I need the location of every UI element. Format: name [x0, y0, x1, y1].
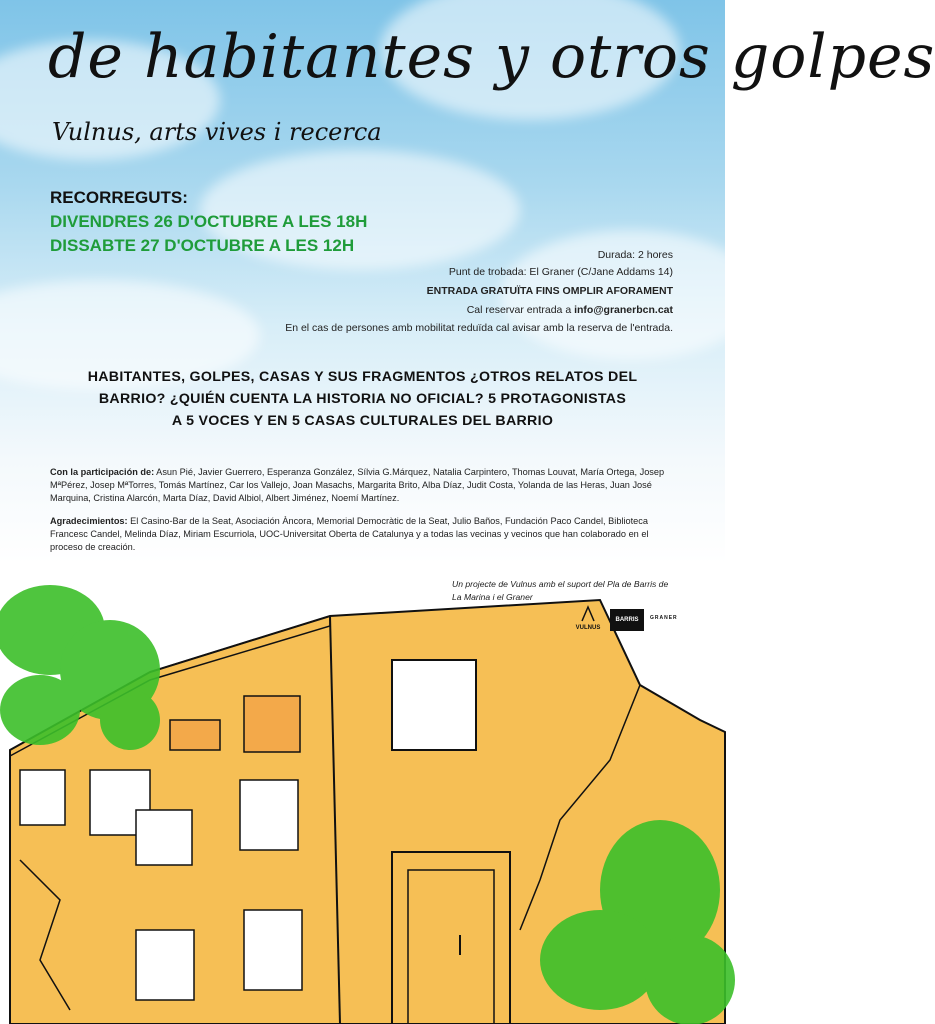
graner-logo: GRANER [650, 615, 678, 621]
window [392, 660, 476, 750]
reservation-email[interactable]: info@granerbcn.cat [574, 304, 673, 316]
acknowledgements-paragraph [50, 515, 680, 554]
reservation-prefix: Cal reservar entrada a [466, 304, 575, 316]
headline [60, 366, 665, 432]
acknowledgements-label: Agradecimientos: [50, 516, 128, 526]
mobility-note: En el cas de persones amb mobilitat reduïda cal avisar amb la reserva de l'entrada. [285, 322, 673, 334]
headline-line: BARRIO? ¿QUIÉN CUENTA LA HISTORIA NO OFICIAL? 5 PROTAGONISTAS [98, 391, 627, 407]
window [244, 910, 302, 990]
recorreguts-label: RECORREGUTS: [50, 188, 188, 207]
participants-label: Con la participación de: [50, 467, 155, 477]
meeting-point-text: Punt de trobada: El Graner (C/Jane Addams 14) [448, 266, 673, 278]
window [240, 780, 298, 850]
participants-paragraph [50, 466, 680, 505]
window [20, 770, 65, 825]
window [136, 930, 194, 1000]
window [244, 696, 300, 752]
acknowledgements-list: El Casino-Bar de la Seat, Asociación Àncora, Memorial Democràtic de la Seat, Julio Baños, Fundación Paco Candel, Biblioteca Francesc Candel, Melinda Díaz, Miriam Escurriola, UOC-Universitat Oberta de Catalunya y a todas las vecinas y vecinos que han colaborado en el proceso de creación. [50, 516, 649, 552]
headline-line: A 5 VOCES Y EN 5 CASAS CULTURALES DEL BARRIO [171, 413, 554, 429]
poster-subtitle: Vulnus, arts vives i recerca [52, 118, 382, 146]
poster-title: de habitantes y otros golpes [48, 22, 935, 92]
date-line: DIVENDRES 26 D'OCTUBRE A LES 18H [50, 212, 368, 231]
window [136, 810, 192, 865]
support-credit: Un projecte de Vulnus amb el suport del Pla de Barris de La Marina i el Graner [452, 579, 669, 602]
window [170, 720, 220, 750]
free-entry-text: ENTRADA GRATUÏTA FINS OMPLIR AFORAMENT [426, 285, 673, 297]
reservation-text [467, 304, 673, 316]
headline-line: HABITANTES, GOLPES, CASAS Y SUS FRAGMENTOS ¿OTROS RELATOS DEL [87, 369, 638, 385]
participants-list: Asun Pié, Javier Guerrero, Esperanza González, Sílvia G.Márquez, Natalia Carpintero, Thomas Louvat, María Ortega, Josep MªPérez, Josep MªTorres, Tomás Martínez, Car los Vallejo, Joan Masachs, Margarita Brito, Alba Díaz, Judit Costa, Yolanda de las Heras, Juan José Marquina, Cristina Alarcón, Marta Díaz, David Albiol, Albert Jiménez, Noemí Martínez. [50, 467, 665, 503]
date-line: DISSABTE 27 D'OCTUBRE A LES 12H [50, 236, 355, 255]
vulnus-logo: VULNUS [568, 605, 608, 633]
barris-logo: BARRIS [610, 609, 644, 631]
duration-text: Durada: 2 hores [597, 249, 673, 261]
door [392, 852, 510, 1024]
